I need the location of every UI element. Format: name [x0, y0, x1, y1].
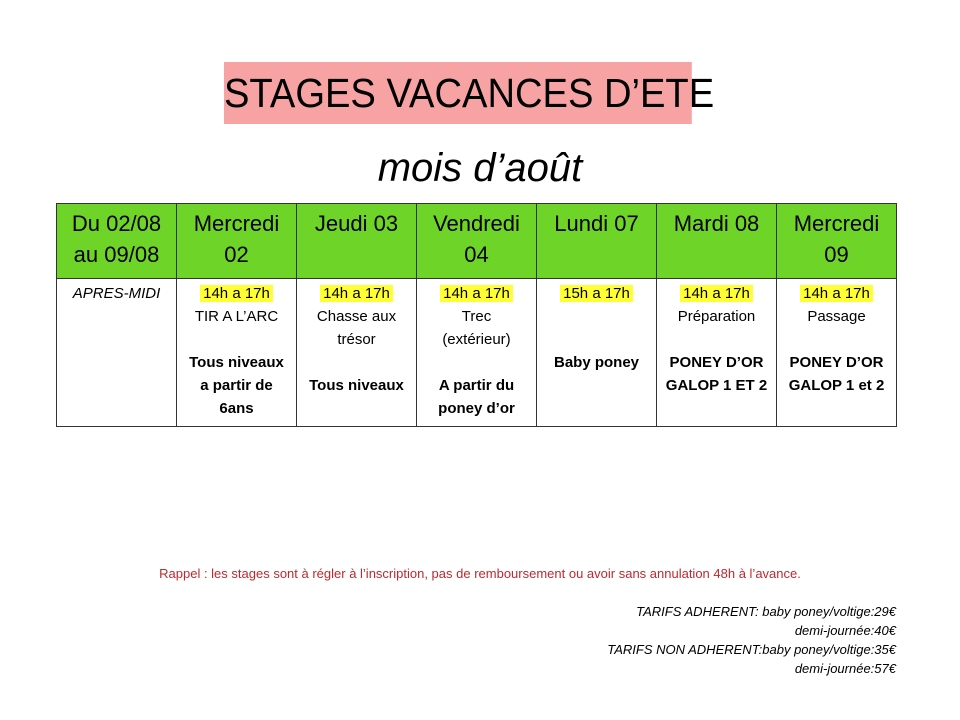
header-day-cell: [657, 204, 777, 279]
period-label: APRES-MIDI: [72, 285, 161, 302]
header-period-line2: au 09/08: [73, 242, 160, 267]
tarif-line-member-halfday: demi-journée:40€: [794, 623, 896, 638]
header-day-line1: Mardi 08: [673, 211, 760, 236]
activity-line1: Préparation: [677, 308, 756, 325]
level-line1: Tous niveaux: [309, 377, 404, 394]
time-slot: 15h a 17h: [560, 285, 633, 302]
tarifs-block: [607, 602, 896, 678]
header-row: [57, 204, 897, 279]
header-day-line2: 02: [224, 242, 249, 267]
level-line1: Baby poney: [553, 354, 640, 371]
header-day-cell: [177, 204, 297, 279]
time-slot: 14h a 17h: [440, 285, 513, 302]
header-day-line1: Mercredi: [193, 211, 280, 236]
tarif-line-member: TARIFS ADHERENT: baby poney/voltige:29€: [636, 604, 896, 619]
activity-cell: [177, 279, 297, 427]
activity-cell: [417, 279, 537, 427]
time-slot: 14h a 17h: [320, 285, 393, 302]
activity-line1: Chasse aux: [316, 308, 397, 325]
activity-line1: TIR A L’ARC: [194, 308, 279, 325]
time-slot: 14h a 17h: [680, 285, 753, 302]
header-day-line1: Mercredi: [793, 211, 880, 236]
header-day-line1: Lundi 07: [554, 211, 639, 236]
activity-line1: Passage: [807, 308, 866, 325]
header-day-cell: [417, 204, 537, 279]
level-line1: Tous niveaux: [189, 354, 284, 371]
level-line1: PONEY D’OR: [789, 354, 884, 371]
header-day-line2: 09: [824, 242, 849, 267]
header-day-cell: [537, 204, 657, 279]
activity-cell: [297, 279, 417, 427]
header-day-line2: 04: [464, 242, 489, 267]
time-slot: 14h a 17h: [200, 285, 273, 302]
level-line1: PONEY D’OR: [669, 354, 764, 371]
activity-cell: [537, 279, 657, 427]
header-period-line1: Du 02/08: [71, 211, 162, 236]
activity-line2: (extérieur): [442, 331, 511, 348]
header-period-cell: [57, 204, 177, 279]
activity-cell: [657, 279, 777, 427]
level-line2: GALOP 1 ET 2: [665, 377, 768, 394]
payment-reminder: Rappel : les stages sont à régler à l’inscription, pas de remboursement ou avoir sans annulation 48h à l’avance.: [159, 566, 801, 581]
activity-cell: [777, 279, 897, 427]
tarif-line-nonmember: TARIFS NON ADHERENT:baby poney/voltige:35€: [607, 642, 896, 657]
page-title: STAGES VACANCES D’ETE: [224, 62, 692, 124]
level-line2: a partir de: [200, 377, 273, 394]
schedule-table: [56, 203, 897, 427]
period-label-cell: [57, 279, 177, 427]
activity-line1: Trec: [461, 308, 492, 325]
header-day-cell: [777, 204, 897, 279]
tarif-line-nonmember-halfday: demi-journée:57€: [794, 661, 896, 676]
level-line2: GALOP 1 et 2: [788, 377, 885, 394]
level-line1: A partir du: [438, 377, 515, 394]
level-line3: 6ans: [219, 400, 254, 417]
header-day-line1: Jeudi 03: [314, 211, 399, 236]
header-day-line1: Vendredi: [433, 211, 520, 236]
time-slot: 14h a 17h: [800, 285, 873, 302]
activity-line2: trésor: [337, 331, 376, 348]
afternoon-row: [57, 279, 897, 427]
header-day-cell: [297, 204, 417, 279]
page-subtitle: mois d’août: [377, 146, 583, 190]
level-line2: poney d’or: [438, 400, 515, 417]
